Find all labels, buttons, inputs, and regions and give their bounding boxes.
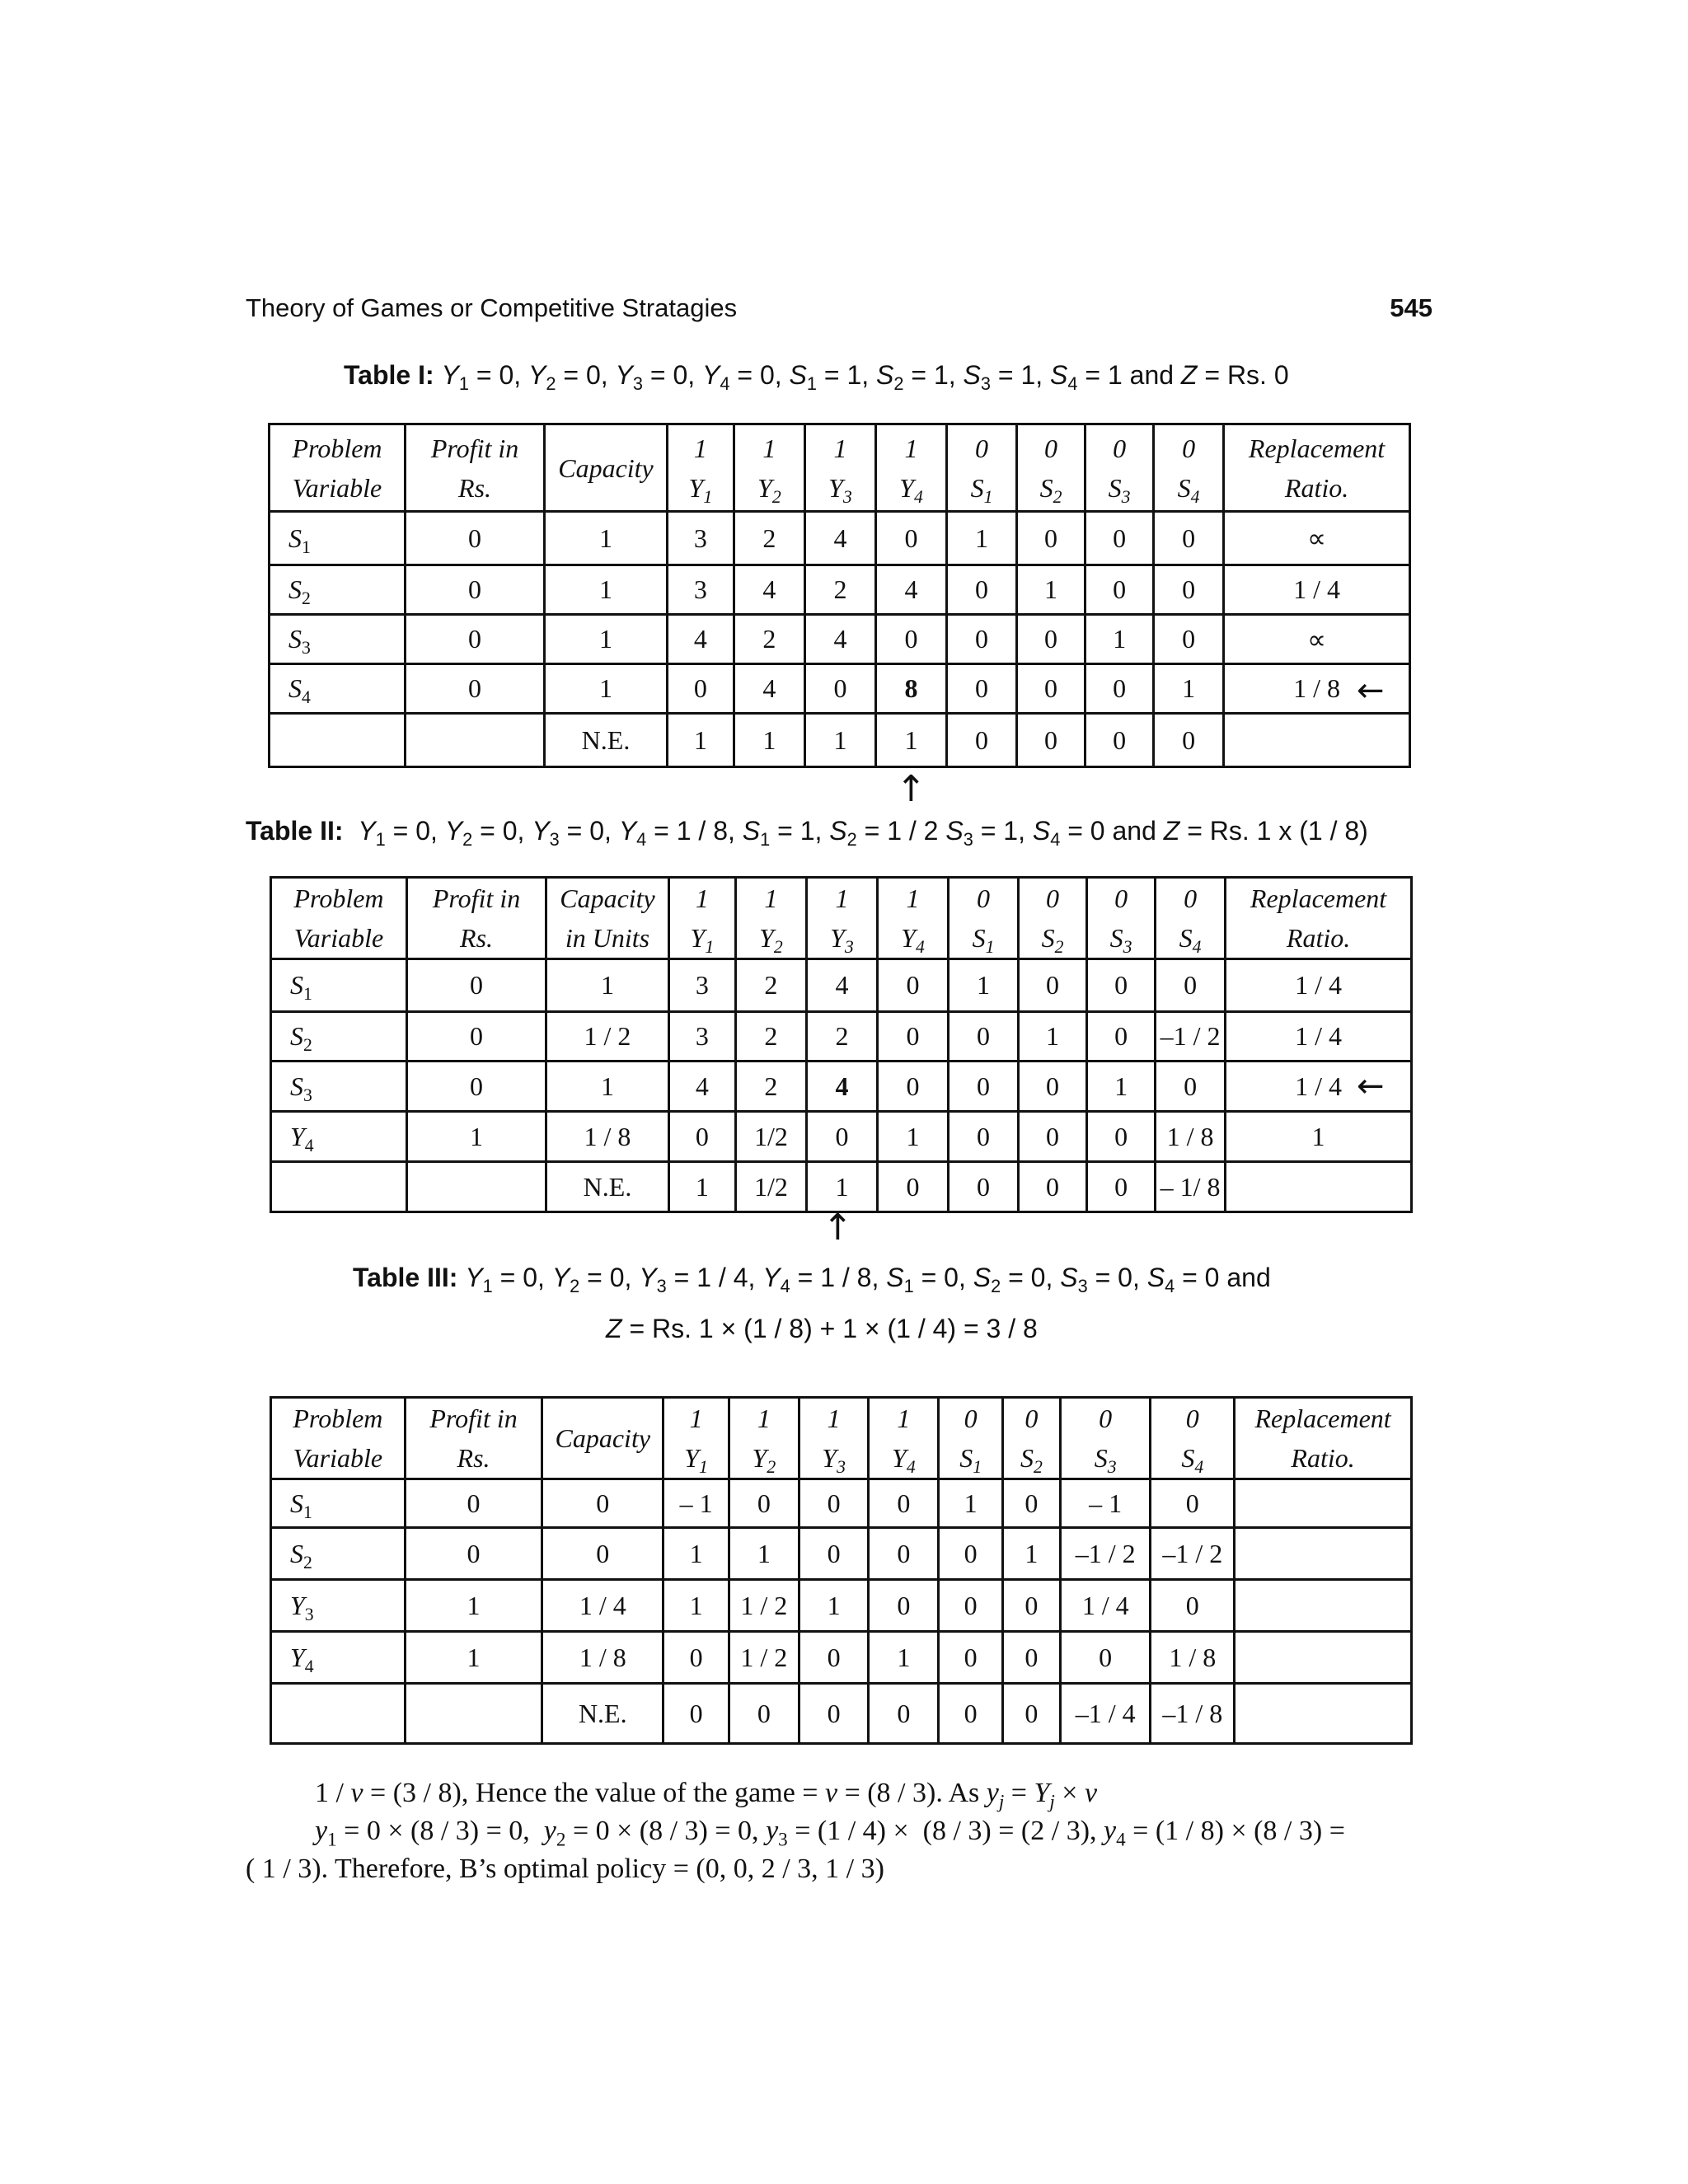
column-header: 0 $S_3$ bbox=[1060, 1398, 1151, 1479]
column-header: 1 $Y_3$ bbox=[799, 1398, 869, 1479]
running-title: Theory of Games or Competitive Stratagies bbox=[246, 293, 738, 322]
table-row bbox=[271, 1162, 1412, 1212]
table-cell: 1 bbox=[947, 512, 1017, 565]
conclusion-line-2: $y_1 = 0 \times (8 / 3) = 0$, $y_2 = 0 \times (8 / 3) = 0$, $y_3 = (1 / 4) \times (8 / 3) = (2 / 3)$, $y_4 = (1 / 8) \times (8 / 3)$ = bbox=[315, 1816, 1345, 1851]
table-cell: 0 bbox=[1154, 512, 1224, 565]
table-cell: 0 bbox=[939, 1528, 1003, 1580]
table-cell: ∝ bbox=[1224, 615, 1410, 664]
table-cell: 4 bbox=[734, 664, 804, 714]
table-cell: 2 bbox=[735, 1062, 806, 1112]
basic-variable-cell: $S_2$ bbox=[270, 565, 406, 615]
table-cell: 1 bbox=[405, 1580, 542, 1632]
table-cell: 1 bbox=[1085, 615, 1154, 664]
table-cell: 0 bbox=[947, 565, 1017, 615]
table-cell: 1 / 4 bbox=[1226, 1062, 1412, 1112]
table-row bbox=[271, 1479, 1412, 1528]
basic-variable-cell bbox=[270, 714, 406, 767]
basic-variable-cell: $S_1$ bbox=[271, 1479, 406, 1528]
table-cell: 0 bbox=[799, 1528, 869, 1580]
table-cell: 2 bbox=[804, 565, 875, 615]
table-header-row bbox=[271, 1398, 1412, 1479]
table-cell: 0 bbox=[1085, 714, 1154, 767]
table-cell: 1 bbox=[734, 714, 804, 767]
table-cell: –1 / 2 bbox=[1156, 1012, 1226, 1062]
table-cell: 2 bbox=[734, 615, 804, 664]
table-cell: 4 bbox=[667, 615, 734, 664]
column-header: 0 $S_3$ bbox=[1087, 878, 1156, 959]
table-cell: 0 bbox=[663, 1684, 729, 1744]
table-cell: 4 bbox=[804, 512, 875, 565]
table-cell: 4 bbox=[668, 1062, 735, 1112]
table-cell: 0 bbox=[877, 1062, 948, 1112]
table-cell bbox=[1224, 714, 1410, 767]
table-cell: 0 bbox=[799, 1684, 869, 1744]
table-cell: 0 bbox=[949, 1012, 1019, 1062]
column-header: 0 $S_2$ bbox=[1017, 424, 1085, 512]
table-row bbox=[270, 664, 1410, 714]
table-cell: – 1/ 8 bbox=[1156, 1162, 1226, 1212]
table-cell: 1 / 2 bbox=[729, 1632, 799, 1684]
conclusion-line-1: 1 / v = (3 / 8), Hence the value of the game = v = (8 / 3). As $y_j = Y_j \times v$ bbox=[315, 1778, 1098, 1813]
conclusion-line-3: ( 1 / 3). Therefore, B’s optimal policy = (0, 0, 2 / 3, 1 / 3) bbox=[246, 1854, 884, 1884]
table-cell: N.E. bbox=[546, 1162, 669, 1212]
column-header: 1 $Y_4$ bbox=[869, 1398, 939, 1479]
table-cell bbox=[407, 1162, 546, 1212]
table-cell: 0 bbox=[406, 615, 545, 664]
table-cell: 1 bbox=[1003, 1528, 1061, 1580]
table-row bbox=[270, 565, 1410, 615]
column-header: Profit in Rs. bbox=[406, 424, 545, 512]
basic-variable-cell: $S_1$ bbox=[271, 959, 407, 1012]
table-cell: 1 bbox=[949, 959, 1019, 1012]
pivot-row-arrow-icon: ← bbox=[1357, 1067, 1385, 1105]
table-cell: 1/2 bbox=[735, 1162, 806, 1212]
table-cell: 0 bbox=[667, 664, 734, 714]
table-row bbox=[271, 1112, 1412, 1162]
table-cell: 0 bbox=[947, 664, 1017, 714]
table-cell: 4 bbox=[804, 615, 875, 664]
table-cell: 3 bbox=[668, 959, 735, 1012]
column-header: Capacity bbox=[545, 424, 668, 512]
table-cell: N.E. bbox=[545, 714, 668, 767]
table-cell: 0 bbox=[947, 714, 1017, 767]
simplex-table-3 bbox=[270, 1396, 1413, 1745]
basic-variable-cell: $S_2$ bbox=[271, 1012, 407, 1062]
table-cell: 0 bbox=[405, 1479, 542, 1528]
table-cell: 0 bbox=[407, 1062, 546, 1112]
table-cell: 4 bbox=[875, 565, 946, 615]
table-cell: 1 bbox=[939, 1479, 1003, 1528]
table-cell: 0 bbox=[1019, 1062, 1087, 1112]
table3-objective: Z = Rs. 1 × (1 / 8) + 1 × (1 / 4) = 3 / 8 bbox=[606, 1314, 1038, 1343]
table-cell: 1 bbox=[729, 1528, 799, 1580]
table-cell: 2 bbox=[734, 512, 804, 565]
table-cell: 0 bbox=[799, 1632, 869, 1684]
table-cell bbox=[1235, 1580, 1412, 1632]
table-cell: 0 bbox=[663, 1632, 729, 1684]
table-cell: 1 / 4 bbox=[542, 1580, 663, 1632]
table-cell: 0 bbox=[406, 565, 545, 615]
column-header: 0 $S_2$ bbox=[1003, 1398, 1061, 1479]
table-cell: 1 bbox=[668, 1162, 735, 1212]
table-cell: 0 bbox=[1156, 959, 1226, 1012]
table-cell: 0 bbox=[1154, 615, 1224, 664]
table2-caption: Table II: $Y_1 = 0$, $Y_2 = 0$, $Y_3 = 0$, $Y_4 = 1 / 8$, $S_1 = 1$, $S_2 = 1 / 2$ $S_3 = 1$, $S_4 = 0$ and Z = Rs. 1 x (1 / 8) bbox=[246, 816, 1368, 850]
table-row bbox=[271, 1528, 1412, 1580]
table-cell: 0 bbox=[1017, 664, 1085, 714]
column-header: Problem Variable bbox=[270, 424, 406, 512]
column-header: 0 $S_1$ bbox=[939, 1398, 1003, 1479]
table-cell: 0 bbox=[1003, 1684, 1061, 1744]
column-header: 0 $S_4$ bbox=[1156, 878, 1226, 959]
table-cell: –1 / 2 bbox=[1151, 1528, 1235, 1580]
table-cell: 1 bbox=[1154, 664, 1224, 714]
table-cell: 1 / 8 bbox=[1151, 1632, 1235, 1684]
table-cell: 3 bbox=[667, 565, 734, 615]
table-cell: – 1 bbox=[663, 1479, 729, 1528]
table-cell: 1 bbox=[663, 1528, 729, 1580]
table-cell bbox=[1235, 1632, 1412, 1684]
table-cell bbox=[1226, 1162, 1412, 1212]
table-cell: 0 bbox=[877, 1162, 948, 1212]
table-cell: 1 bbox=[405, 1632, 542, 1684]
table-cell: 1 bbox=[806, 1162, 877, 1212]
table-header-row bbox=[271, 878, 1412, 959]
table-cell: 0 bbox=[729, 1479, 799, 1528]
table-cell: 1 bbox=[1226, 1112, 1412, 1162]
table-cell: 1 bbox=[545, 512, 668, 565]
table-cell: N.E. bbox=[542, 1684, 663, 1744]
column-header: Problem Variable bbox=[271, 1398, 406, 1479]
table-cell: 0 bbox=[804, 664, 875, 714]
table-cell: 0 bbox=[1085, 512, 1154, 565]
conclusion-paragraph bbox=[246, 1774, 1432, 1888]
page-number: 545 bbox=[1390, 293, 1432, 322]
basic-variable-cell: $Y_3$ bbox=[271, 1580, 406, 1632]
table-cell: 1 / 4 bbox=[1060, 1580, 1151, 1632]
table-cell: 0 bbox=[939, 1684, 1003, 1744]
table-cell: 0 bbox=[1154, 565, 1224, 615]
table-cell: 1 bbox=[1087, 1062, 1156, 1112]
basic-variable-cell: $S_1$ bbox=[270, 512, 406, 565]
table-row bbox=[271, 959, 1412, 1012]
table-cell: 4 bbox=[806, 959, 877, 1012]
table-cell: 1 / 8 bbox=[546, 1112, 669, 1162]
table-cell: 0 bbox=[1085, 664, 1154, 714]
table-cell bbox=[406, 714, 545, 767]
column-header: Profit in Rs. bbox=[407, 878, 546, 959]
table-cell: 0 bbox=[1087, 1012, 1156, 1062]
table-cell: 0 bbox=[875, 615, 946, 664]
table-cell: 1 / 4 bbox=[1226, 1012, 1412, 1062]
table-cell: 0 bbox=[406, 512, 545, 565]
table-row bbox=[271, 1684, 1412, 1744]
table-cell: 3 bbox=[668, 1012, 735, 1062]
column-header: Replacement Ratio. bbox=[1235, 1398, 1412, 1479]
table-cell: 2 bbox=[735, 959, 806, 1012]
table-cell: 0 bbox=[947, 615, 1017, 664]
column-header: 0 $S_4$ bbox=[1154, 424, 1224, 512]
table-cell: 0 bbox=[1003, 1632, 1061, 1684]
column-header: 0 $S_2$ bbox=[1019, 878, 1087, 959]
table-cell: 0 bbox=[799, 1479, 869, 1528]
table-cell: 1 bbox=[875, 714, 946, 767]
table-cell: 0 bbox=[1017, 512, 1085, 565]
table-cell: 1 bbox=[1019, 1012, 1087, 1062]
column-header: 1 $Y_4$ bbox=[875, 424, 946, 512]
table-cell: 0 bbox=[1087, 1112, 1156, 1162]
table-cell: 1 bbox=[545, 615, 668, 664]
table-row bbox=[271, 1632, 1412, 1684]
table-cell: 0 bbox=[1087, 959, 1156, 1012]
column-header: Replacement Ratio. bbox=[1226, 878, 1412, 959]
table-cell: 1 / 2 bbox=[729, 1580, 799, 1632]
running-header bbox=[246, 293, 1432, 323]
table-row bbox=[271, 1012, 1412, 1062]
table-cell: 4 bbox=[734, 565, 804, 615]
table-cell: 4 bbox=[806, 1062, 877, 1112]
column-header: 1 $Y_2$ bbox=[729, 1398, 799, 1479]
basic-variable-cell: $S_2$ bbox=[271, 1528, 406, 1580]
basic-variable-cell: $S_4$ bbox=[270, 664, 406, 714]
column-header: 1 $Y_1$ bbox=[667, 424, 734, 512]
table-cell: 1 bbox=[877, 1112, 948, 1162]
table-cell: 0 bbox=[877, 959, 948, 1012]
basic-variable-cell bbox=[271, 1684, 406, 1744]
table-cell: 1 / 4 bbox=[1224, 565, 1410, 615]
table-cell: 0 bbox=[1156, 1062, 1226, 1112]
table-cell: 0 bbox=[729, 1684, 799, 1744]
table-cell: 1 bbox=[663, 1580, 729, 1632]
column-header: 1 $Y_3$ bbox=[804, 424, 875, 512]
table-cell: 1 / 8 bbox=[1224, 664, 1410, 714]
table-cell: 0 bbox=[407, 1012, 546, 1062]
column-header: Replacement Ratio. bbox=[1224, 424, 1410, 512]
table-cell: 0 bbox=[877, 1012, 948, 1062]
table-cell: 1 bbox=[869, 1632, 939, 1684]
table-cell: 1 bbox=[545, 565, 668, 615]
pivot-column-arrow-icon: ↑ bbox=[823, 1207, 853, 1249]
table-cell: –1 / 8 bbox=[1151, 1684, 1235, 1744]
table-cell: 0 bbox=[949, 1062, 1019, 1112]
table-cell: 1 / 8 bbox=[1156, 1112, 1226, 1162]
table-cell: –1 / 2 bbox=[1060, 1528, 1151, 1580]
table-cell bbox=[1235, 1479, 1412, 1528]
column-header: Profit in Rs. bbox=[405, 1398, 542, 1479]
basic-variable-cell: $S_3$ bbox=[271, 1062, 407, 1112]
table-cell bbox=[405, 1684, 542, 1744]
table-cell: 0 bbox=[949, 1162, 1019, 1212]
table-cell: 0 bbox=[1087, 1162, 1156, 1212]
table-cell: 0 bbox=[1151, 1580, 1235, 1632]
table-cell: 0 bbox=[1085, 565, 1154, 615]
column-header: 1 $Y_2$ bbox=[735, 878, 806, 959]
column-header: 0 $S_1$ bbox=[949, 878, 1019, 959]
table-cell: 3 bbox=[667, 512, 734, 565]
column-header: 0 $S_3$ bbox=[1085, 424, 1154, 512]
table-cell: 2 bbox=[735, 1012, 806, 1062]
table-cell: 0 bbox=[949, 1112, 1019, 1162]
table-cell: 0 bbox=[869, 1684, 939, 1744]
table-cell: 1 bbox=[667, 714, 734, 767]
table-cell: 1 / 8 bbox=[542, 1632, 663, 1684]
table-cell: 0 bbox=[1003, 1479, 1061, 1528]
basic-variable-cell bbox=[271, 1162, 407, 1212]
table-cell: 0 bbox=[869, 1580, 939, 1632]
table3-caption: Table III: $Y_1 = 0$, $Y_2 = 0$, $Y_3 = 1 / 4$, $Y_4 = 1 / 8$, $S_1 = 0$, $S_2 = 0$, $S_3 = 0$, $S_4 = 0$ and bbox=[353, 1263, 1271, 1296]
table-row bbox=[271, 1580, 1412, 1632]
table-cell: 0 bbox=[668, 1112, 735, 1162]
table-cell: 1 bbox=[546, 959, 669, 1012]
table-cell: 0 bbox=[875, 512, 946, 565]
pivot-column-arrow-icon: ↑ bbox=[896, 768, 926, 810]
table-cell: 0 bbox=[869, 1528, 939, 1580]
table-header-row bbox=[270, 424, 1410, 512]
table-cell: 1 bbox=[545, 664, 668, 714]
table-cell: 0 bbox=[1151, 1479, 1235, 1528]
basic-variable-cell: $Y_4$ bbox=[271, 1632, 406, 1684]
table-cell: 0 bbox=[939, 1580, 1003, 1632]
simplex-table-1 bbox=[268, 423, 1411, 768]
table-cell bbox=[1235, 1528, 1412, 1580]
pivot-row-arrow-icon: ← bbox=[1357, 672, 1385, 710]
table-cell: 1 bbox=[407, 1112, 546, 1162]
column-header: 0 $S_4$ bbox=[1151, 1398, 1235, 1479]
table-cell: 0 bbox=[405, 1528, 542, 1580]
table-cell: 1/2 bbox=[735, 1112, 806, 1162]
table-cell: 0 bbox=[1154, 714, 1224, 767]
table-cell: 0 bbox=[542, 1479, 663, 1528]
basic-variable-cell: $Y_4$ bbox=[271, 1112, 407, 1162]
table-cell: 0 bbox=[542, 1528, 663, 1580]
column-header: Capacity in Units bbox=[546, 878, 669, 959]
table-cell: 1 bbox=[804, 714, 875, 767]
table-cell: 0 bbox=[407, 959, 546, 1012]
table-cell: 0 bbox=[1017, 714, 1085, 767]
column-header: 1 $Y_1$ bbox=[668, 878, 735, 959]
column-header: 1 $Y_2$ bbox=[734, 424, 804, 512]
table-cell: 1 bbox=[799, 1580, 869, 1632]
table-cell: – 1 bbox=[1060, 1479, 1151, 1528]
column-header: Problem Variable bbox=[271, 878, 407, 959]
table-cell: 0 bbox=[1060, 1632, 1151, 1684]
basic-variable-cell: $S_3$ bbox=[270, 615, 406, 664]
column-header: 1 $Y_4$ bbox=[877, 878, 948, 959]
table-row bbox=[270, 714, 1410, 767]
table-cell: 1 / 4 bbox=[1226, 959, 1412, 1012]
table-cell: 0 bbox=[1019, 959, 1087, 1012]
table-cell: 8 bbox=[875, 664, 946, 714]
table-cell: 0 bbox=[1003, 1580, 1061, 1632]
table-cell: –1 / 4 bbox=[1060, 1684, 1151, 1744]
column-header: 1 $Y_1$ bbox=[663, 1398, 729, 1479]
table-cell: ∝ bbox=[1224, 512, 1410, 565]
table-cell: 0 bbox=[1019, 1112, 1087, 1162]
table-row bbox=[271, 1062, 1412, 1112]
table-cell: 2 bbox=[806, 1012, 877, 1062]
table-cell: 0 bbox=[1017, 615, 1085, 664]
table-cell: 0 bbox=[406, 664, 545, 714]
column-header: 1 $Y_3$ bbox=[806, 878, 877, 959]
table-cell: 1 / 2 bbox=[546, 1012, 669, 1062]
table-cell: 0 bbox=[869, 1479, 939, 1528]
table-cell: 1 bbox=[1017, 565, 1085, 615]
table-cell: 1 bbox=[546, 1062, 669, 1112]
column-header: Capacity bbox=[542, 1398, 663, 1479]
table-cell: 0 bbox=[806, 1112, 877, 1162]
table-cell: 0 bbox=[939, 1632, 1003, 1684]
table-row bbox=[270, 615, 1410, 664]
table-cell: 0 bbox=[1019, 1162, 1087, 1212]
table-row bbox=[270, 512, 1410, 565]
simplex-table-2 bbox=[270, 876, 1413, 1213]
column-header: 0 $S_1$ bbox=[947, 424, 1017, 512]
table1-caption: Table I: $Y_1 = 0$, $Y_2 = 0$, $Y_3 = 0$, $Y_4 = 0$, $S_1 = 1$, $S_2 = 1$, $S_3 = 1$, $S_4 = 1$ and Z = Rs. 0 bbox=[344, 360, 1289, 394]
table-cell bbox=[1235, 1684, 1412, 1744]
